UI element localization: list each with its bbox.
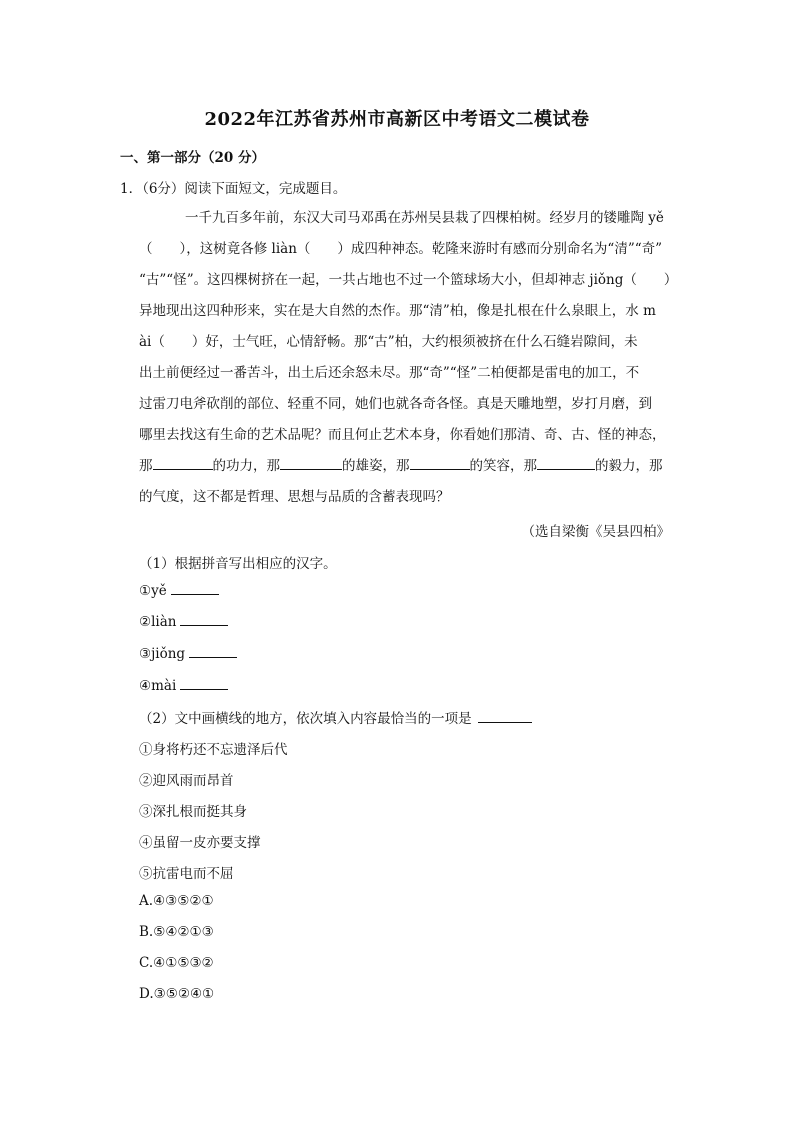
reading-passage xyxy=(139,207,679,517)
choice-option-c: C.④①⑤③② xyxy=(139,955,214,971)
pinyin-label: ②liàn xyxy=(139,614,177,630)
pinyin-item xyxy=(139,613,228,630)
passage-line: 的气度，这不都是哲理、思想与品质的含蓄表现吗？ xyxy=(139,489,450,505)
phrase-item: ⑤抗雷电而不屈 xyxy=(139,866,234,882)
passage-line: 异地现出这四种形来，实在是大自然的杰作。那“清”柏，像是扎根在什么泉眼上，水 m xyxy=(139,303,656,319)
passage-line: 出土前便经过一番苦斗，出土后还余怒未尽。那“奇”“怪”二柏便都是雷电的加工，不 xyxy=(139,365,640,381)
passage-line-blanks xyxy=(139,455,679,486)
phrase-item: ①身将朽还不忘遗泽后代 xyxy=(139,742,288,758)
fill-blank-1 xyxy=(153,455,213,470)
choice-option-b: B.⑤④②①③ xyxy=(139,924,214,940)
answer-blank xyxy=(189,645,237,658)
passage-text: 的笑容，那 xyxy=(469,458,537,474)
subquestion-2-prompt xyxy=(139,707,532,727)
subquestion-1-prompt: （1）根据拼音写出相应的汉字。 xyxy=(139,556,337,572)
fill-blank-2 xyxy=(280,455,342,470)
passage-line: 一千九百多年前，东汉大司马邓禹在苏州吴县栽了四棵柏树。经岁月的镂雕陶 yě xyxy=(185,210,664,226)
phrase-item: ④虽留一皮亦要支撑 xyxy=(139,835,261,851)
question-1-heading xyxy=(120,177,346,197)
fill-blank-3 xyxy=(410,455,470,470)
phrase-item: ②迎风雨而昂首 xyxy=(139,773,234,789)
phrase-item: ③深扎根而挺其身 xyxy=(139,804,247,820)
pinyin-label: ①yě xyxy=(139,583,167,599)
passage-text: 的毅力，那 xyxy=(595,458,663,474)
pinyin-label: ④mài xyxy=(139,678,177,694)
subquestion-2-text: （2）文中画横线的地方，依次填入内容最恰当的一项是 xyxy=(139,711,472,727)
passage-line: ài（ ）好，士气旺，心情舒畅。那“古”柏，大约根须被挤在什么石缝岩隙间，未 xyxy=(139,334,638,350)
choice-option-a: A.④③⑤②① xyxy=(139,893,214,909)
answer-blank xyxy=(478,710,532,723)
passage-text: 的雄姿，那 xyxy=(342,458,410,474)
answer-blank xyxy=(171,582,219,595)
passage-line: （ ），这树竟各修 liàn（ ）成四种神态。乾隆来游时有感而分别命名为“清”“奇” xyxy=(139,241,663,257)
question-instruction: （6分）阅读下面短文，完成题目。 xyxy=(142,181,347,197)
section-heading: 一、第一部分（20 分） xyxy=(120,150,265,166)
passage-text: 的功力，那 xyxy=(212,458,280,474)
exam-title: 2022年江苏省苏州市高新区中考语文二模试卷 xyxy=(204,109,590,130)
answer-blank xyxy=(180,677,228,690)
choice-option-d: D.③⑤②④① xyxy=(139,986,215,1002)
passage-line: 过雷刀电斧砍削的部位、轻重不同，她们也就各奇各怪。真是天雕地塑，岁打月磨，到 xyxy=(139,396,652,412)
pinyin-item xyxy=(139,645,237,662)
fill-blank-4 xyxy=(537,455,595,470)
answer-blank xyxy=(180,613,228,626)
passage-line: 哪里去找这有生命的艺术品呢？而且何止艺术本身，你看她们那清、奇、古、怪的神态， xyxy=(139,427,666,443)
passage-text: 那 xyxy=(139,458,153,474)
pinyin-item xyxy=(139,677,228,694)
passage-line: “古”“怪”。这四棵树挤在一起，一共占地也不过一个篮球场大小，但却神志 jiǒng（ ） xyxy=(139,272,678,288)
passage-source: （选自梁衡《吴县四柏》 xyxy=(521,524,670,540)
pinyin-label: ③jiǒng xyxy=(139,646,186,662)
question-number: 1． xyxy=(120,181,143,197)
pinyin-item xyxy=(139,582,219,599)
